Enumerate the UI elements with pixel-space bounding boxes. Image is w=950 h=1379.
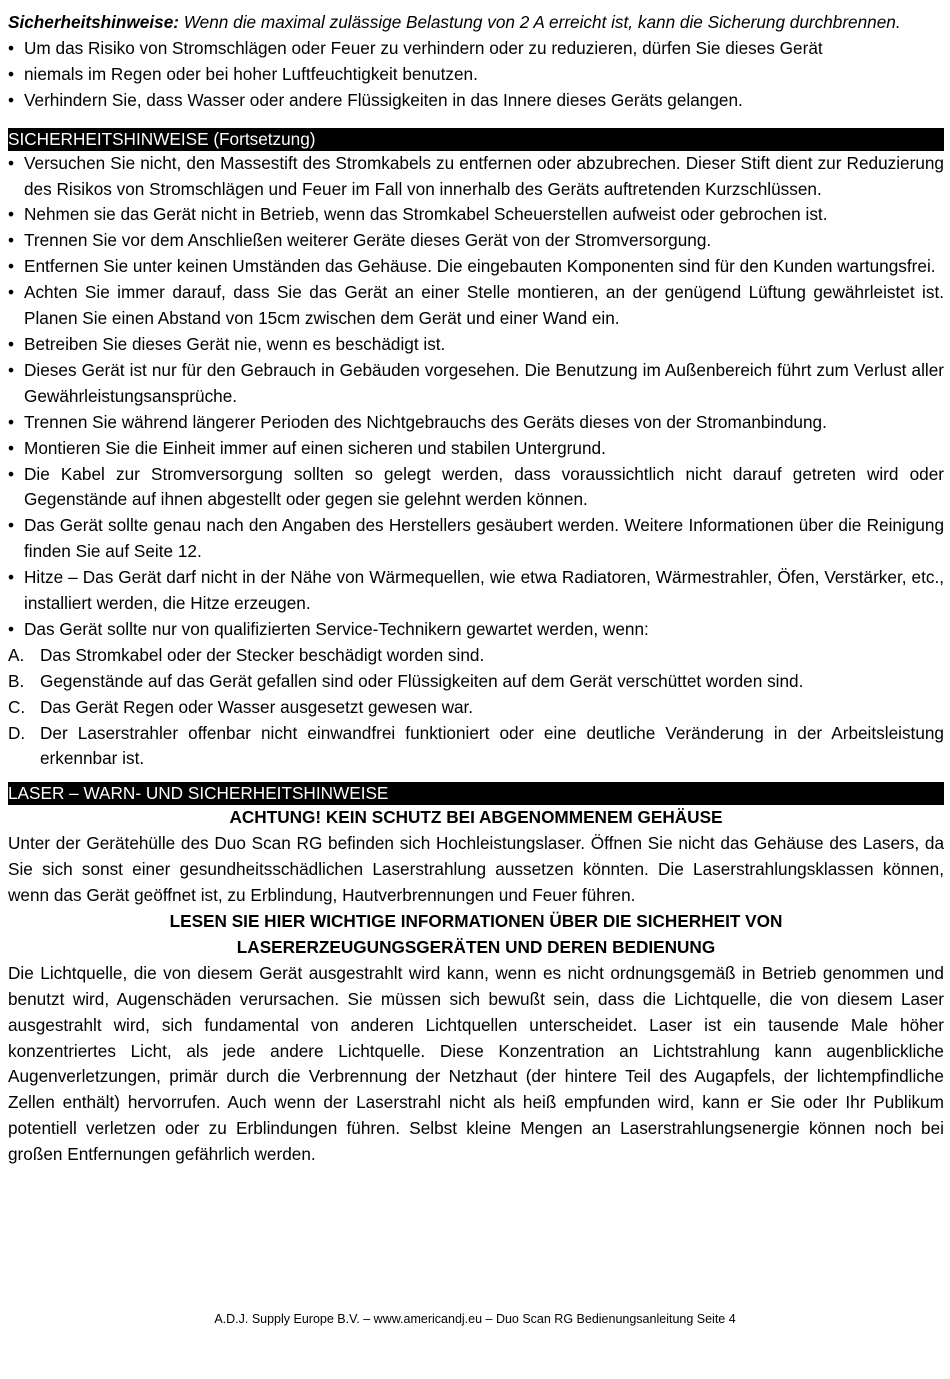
safety-intro: [8, 10, 944, 36]
list-item: • Die Kabel zur Stromversorgung sollten so gelegt werden, dass voraussichtlich nicht darauf getreten wird oder Gegenstände auf ihnen abgestellt oder gegen sie gelehnt werden können.: [8, 462, 944, 514]
section-header-safety-continued: SICHERHEITSHINWEISE (Fortsetzung): [8, 128, 944, 151]
list-item: • Das Gerät sollte nur von qualifizierten Service-Technikern gewartet werden, wenn:: [8, 617, 944, 643]
safety-bullet-list: [8, 151, 944, 643]
list-item: • Trennen Sie während längerer Perioden des Nichtgebrauchs des Geräts dieses von der Stromanbindung.: [8, 410, 944, 436]
list-item: • niemals im Regen oder bei hoher Luftfeuchtigkeit benutzen.: [8, 62, 944, 88]
warning-title: ACHTUNG! KEIN SCHUTZ BEI ABGENOMMENEM GEHÄUSE: [229, 807, 723, 828]
list-item: [8, 695, 944, 721]
intro-bullet-list: [8, 36, 944, 114]
condition-text: Gegenstände auf das Gerät gefallen sind oder Flüssigkeiten auf dem Gerät verschüttet worden sind.: [40, 670, 804, 691]
list-item: • Das Gerät sollte genau nach den Angaben des Herstellers gesäubert werden. Weitere Informationen über die Reinigung finden Sie auf Seite 12.: [8, 513, 944, 565]
condition-text: Das Stromkabel oder der Stecker beschädigt worden sind.: [40, 644, 485, 665]
list-item: • Um das Risiko von Stromschlägen oder Feuer zu verhindern oder zu reduzieren, dürfen Sie dieses Gerät: [8, 36, 944, 62]
safety-intro-text: Wenn die maximal zulässige Belastung von 2 A erreicht ist, kann die Sicherung durchbrennen.: [183, 12, 901, 32]
warning-paragraph: Unter der Gerätehülle des Duo Scan RG befinden sich Hochleistungslaser. Öffnen Sie nicht das Gehäuse des Lasers, da Sie sich sonst einer gesundheitsschädlichen Laserstrahlung aussetzen könnten. Die Laserstrahlungsklassen können, wenn das Gerät geöffnet ist, zu Erblindung, Hautverbrennungen und Feuer führen.: [8, 833, 944, 906]
condition-text: Der Laserstrahler offenbar nicht einwandfrei funktioniert oder eine deutliche Veränderung in der Arbeitsleistung erkennbar ist.: [40, 722, 944, 769]
list-item: • Hitze – Das Gerät darf nicht in der Nähe von Wärmequellen, wie etwa Radiatoren, Wärmestrahler, Öfen, Verstärker, etc., installiert werden, die Hitze erzeugen.: [8, 565, 944, 617]
list-item: [8, 643, 944, 669]
info-paragraph: Die Lichtquelle, die von diesem Gerät ausgestrahlt wird kann, wenn es nicht ordnungsgemäß in Betrieb genommen und benutzt wird, Augenschäden verursachen. Sie müssen sich bewußt sein, dass die Lichtquelle, die von diesem Laser ausgestrahlt wird, sich fundamental von anderen Lichtquellen unterscheidet. Laser ist ein tausende Male höher konzentriertes Licht, als jede andere Lichtquelle. Diese Konzentration an Lichtstrahlung kann augenblickliche Augenverletzungen, primär durch die Verbrennung der Netzhaut (der hintere Teil des Augapfels, der lichtempfindliche Zellen enthält) hervorrufen. Auch wenn der Laserstrahl nicht als heiß empfunden wird, kann er Sie oder Ihr Publikum potentiell verletzen oder zu Erblindungen führen. Selbst kleine Mengen an Laserstrahlungsenergie können noch bei großen Entfernungen gefährlich werden.: [8, 962, 944, 1165]
list-item: [8, 669, 944, 695]
list-item: • Betreiben Sie dieses Gerät nie, wenn es beschädigt ist.: [8, 332, 944, 358]
section-header-laser: LASER – WARN- UND SICHERHEITSHINWEISE: [8, 782, 944, 805]
list-item: • Montieren Sie die Einheit immer auf einen sicheren und stabilen Untergrund.: [8, 436, 944, 462]
list-item: • Trennen Sie vor dem Anschließen weiterer Geräte dieses Gerät von der Stromversorgung.: [8, 228, 944, 254]
list-item: [8, 721, 944, 773]
safety-intro-label: Sicherheitshinweise:: [8, 12, 179, 32]
list-item: • Nehmen sie das Gerät nicht in Betrieb, wenn das Stromkabel Scheuerstellen aufweist oder gebrochen ist.: [8, 202, 944, 228]
list-item: • Dieses Gerät ist nur für den Gebrauch in Gebäuden vorgesehen. Die Benutzung im Außenbereich führt zum Verlust aller Gewährleistungsansprüche.: [8, 358, 944, 410]
service-conditions-list: [8, 643, 944, 773]
condition-text: Das Gerät Regen oder Wasser ausgesetzt gewesen war.: [40, 696, 474, 717]
condition-marker: B.: [8, 670, 25, 691]
condition-marker: C.: [8, 696, 26, 717]
manual-page: [8, 10, 944, 1168]
condition-marker: A.: [8, 644, 25, 665]
condition-marker: D.: [8, 722, 26, 743]
list-item: • Verhindern Sie, dass Wasser oder andere Flüssigkeiten in das Innere dieses Geräts gelangen.: [8, 88, 944, 114]
list-item: • Versuchen Sie nicht, den Massestift des Stromkabels zu entfernen oder abzubrechen. Dieser Stift dient zur Reduzierung des Risikos von Stromschlägen und Feuer im Fall von innerhalb des Geräts auftretenden Kurzschlüssen.: [8, 151, 944, 203]
info-title-line2: LASERERZEUGUNGSGERÄTEN UND DEREN BEDIENUNG: [236, 936, 716, 957]
list-item: • Entfernen Sie unter keinen Umständen das Gehäuse. Die eingebauten Komponenten sind für den Kunden wartungsfrei.: [8, 254, 944, 280]
info-title-line1: LESEN SIE HIER WICHTIGE INFORMATIONEN ÜBER DIE SICHERHEIT VON: [169, 911, 783, 931]
list-item: • Achten Sie immer darauf, dass Sie das Gerät an einer Stelle montieren, an der genügend Lüftung gewährleistet ist. Planen Sie einen Abstand von 15cm zwischen dem Gerät und einer Wand ein.: [8, 280, 944, 332]
page-footer: A.D.J. Supply Europe B.V. – www.americandj.eu – Duo Scan RG Bedienungsanleitung Seite 4: [214, 1312, 736, 1326]
